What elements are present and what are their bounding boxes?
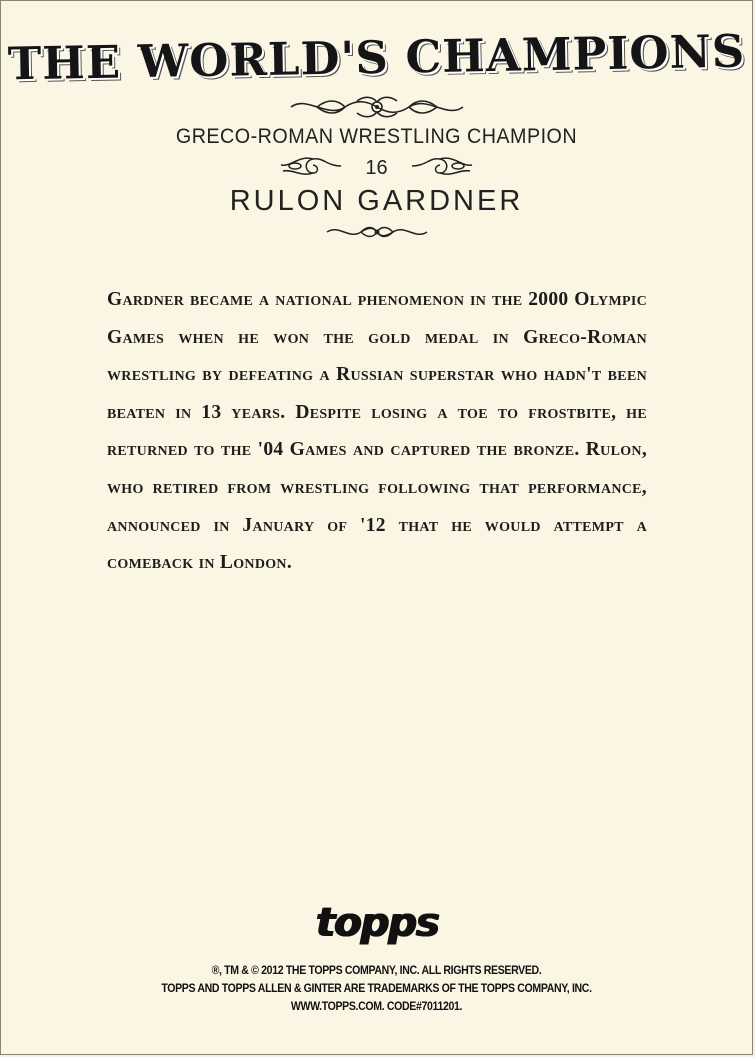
flourish-small-ornament-icon bbox=[1, 221, 752, 248]
legal-line-trademarks: TOPPS AND TOPPS ALLEN & GINTER ARE TRADEMARKS OF THE TOPPS COMPANY, INC. bbox=[161, 981, 592, 995]
series-title: THE WORLD'S CHAMPIONS bbox=[7, 24, 746, 91]
flourish-ornament-icon bbox=[1, 93, 752, 126]
card-number: 16 bbox=[365, 156, 388, 179]
player-name: RULON GARDNER bbox=[229, 185, 524, 217]
legal-line-website-code: WWW.TOPPS.COM. CODE#7011201. bbox=[290, 999, 463, 1013]
card-number-row bbox=[1, 153, 752, 183]
flourish-right-icon bbox=[410, 153, 474, 184]
bio-text: Gardner became a national phenomenon in the 2000 Olympic Games when he won the gold medal in Greco-Roman wrestling by defeating a Russian superstar who hadn't been beaten in 13 years. Despite losing a toe to frostbite, he returned to the '04 Games and captured the bronze. Rulon, who retired from wrestling following that performance, announced in January of '12 that he would attempt a comeback in London. bbox=[107, 289, 647, 574]
legal-line-copyright: ®, TM & © 2012 THE TOPPS COMPANY, INC. ALL RIGHTS RESERVED. bbox=[211, 963, 542, 977]
topps-logo: topps bbox=[315, 900, 438, 946]
subtitle: GRECO-ROMAN WRESTLING CHAMPION bbox=[175, 125, 578, 148]
flourish-left-icon bbox=[279, 153, 343, 184]
